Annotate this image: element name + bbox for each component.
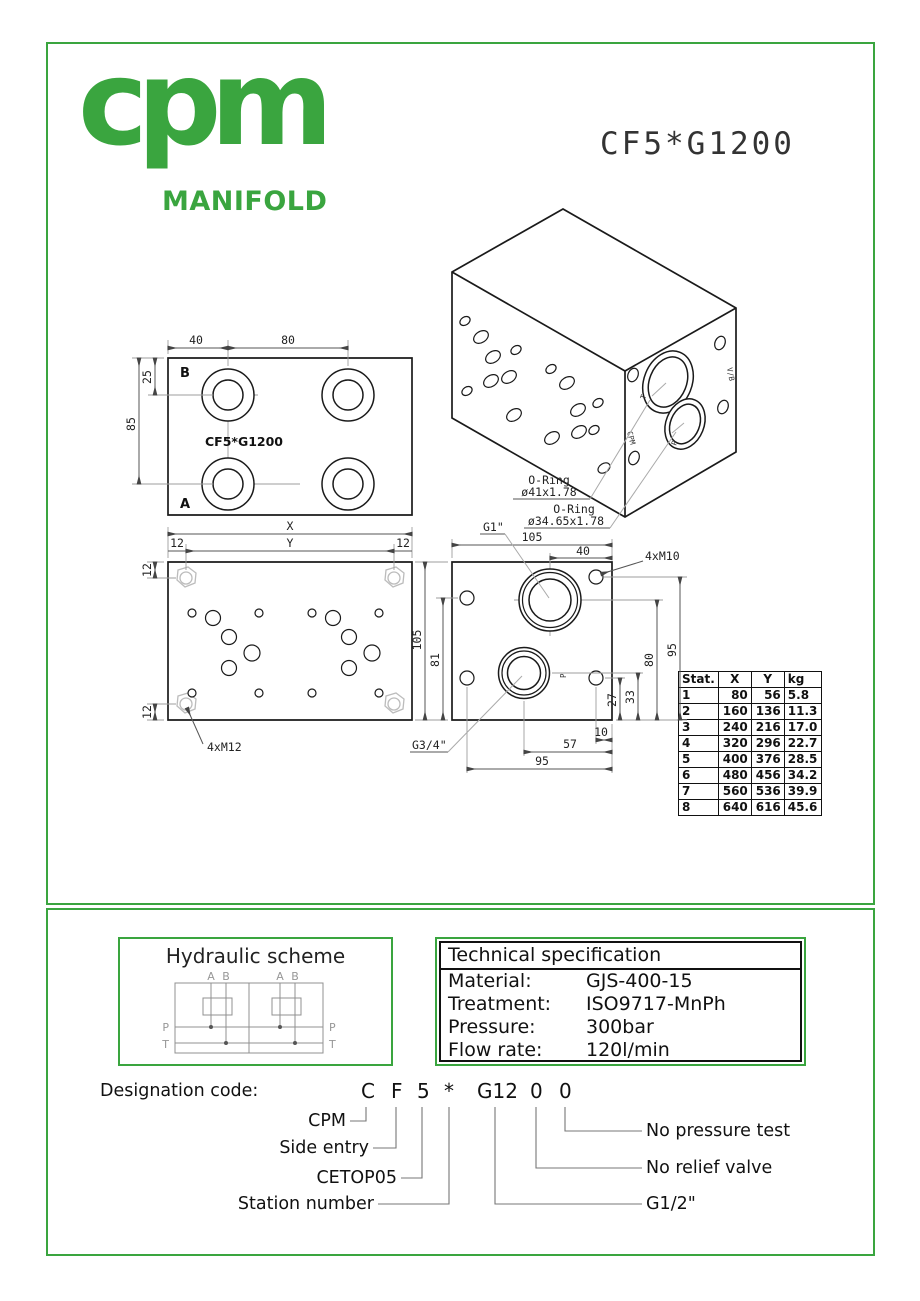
material-value: GJS-400-15 (586, 970, 693, 992)
dim-57: 57 (563, 737, 577, 751)
plate-thread-label: 4xM12 (207, 740, 242, 754)
callout-no-relief-valve: No relief valve (646, 1158, 773, 1178)
code-char-c: C (361, 1079, 375, 1103)
iso-front-holes (458, 315, 612, 476)
plate-station2-holes (308, 609, 383, 697)
hydraulic-scheme-drawing (161, 970, 336, 1053)
treatment-label: Treatment: (448, 993, 552, 1015)
part-number-engraving: CF5*G1200 (205, 434, 283, 449)
dim-x: X (286, 519, 294, 533)
material-label: Material: (448, 970, 532, 992)
oring-bottom-title: O-Ring (553, 502, 595, 516)
code-char-f: F (391, 1079, 403, 1103)
iso-engraving-cpm: CPM (625, 430, 638, 446)
dim-10: 10 (594, 725, 608, 739)
iso-mark-t: T (638, 393, 649, 401)
plate-station1-holes (188, 609, 263, 697)
tech-spec-title: Technical specification (441, 943, 800, 970)
table-row: 3 240 216 17.0 (679, 720, 822, 736)
oring-bottom-size: ø34.65x1.78 (527, 514, 605, 528)
table-row: 7 560 536 39.9 (679, 784, 822, 800)
dim-105-top: 105 (521, 530, 543, 544)
dim-81: 81 (428, 653, 442, 667)
col-stat: Stat. (679, 672, 719, 688)
dim-105-left: 105 (410, 629, 424, 651)
oring-callouts (513, 400, 676, 528)
dim-25: 25 (140, 370, 154, 384)
hydraulic-scheme-title: Hydraulic scheme (165, 944, 346, 968)
side-view-drawing (410, 520, 687, 773)
dim-12-left-bottom: 12 (140, 705, 154, 719)
scheme-p-left: P (162, 1021, 169, 1034)
oring-top-size: ø41x1.78 (521, 485, 577, 499)
dim-95-bottom: 95 (535, 754, 549, 768)
dim-85: 85 (124, 417, 138, 431)
callout-g12: G1/2" (646, 1194, 696, 1214)
col-x: X (718, 672, 751, 688)
table-row: 6 480 456 34.2 (679, 768, 822, 784)
scheme-b2: B (291, 970, 299, 983)
callout-cpm: CPM (308, 1111, 346, 1131)
iso-mark-p: P (669, 439, 680, 447)
table-row: 4 320 296 22.7 (679, 736, 822, 752)
dim-33: 33 (623, 690, 637, 704)
port-label-b: B (180, 366, 190, 381)
scheme-a1: A (207, 970, 215, 983)
iso-engraving-vb: V/B (725, 366, 737, 382)
port-bottom-label: G3/4" (412, 738, 447, 752)
scheme-a2: A (276, 970, 284, 983)
side-mark-p: P (559, 673, 568, 678)
table-row: 1 80 56 5.8 (679, 688, 822, 704)
callout-side-entry: Side entry (279, 1138, 369, 1158)
code-char-0b: 0 (559, 1079, 572, 1103)
dim-40-side: 40 (576, 544, 590, 558)
scheme-b1: B (222, 970, 230, 983)
port-top-label: G1" (483, 520, 504, 534)
designation-code-label: Designation code: (100, 1081, 259, 1101)
col-kg: kg (784, 672, 821, 688)
flowrate-label: Flow rate: (448, 1039, 543, 1061)
logo-text: cpm (78, 34, 323, 172)
designation-leader-lines (350, 1107, 642, 1204)
dim-27: 27 (605, 693, 619, 707)
oring-top-title: O-Ring (528, 473, 570, 487)
port-label-a: A (180, 497, 191, 512)
code-char-star: * (444, 1079, 454, 1103)
dim-80-right: 80 (642, 653, 656, 667)
table-row: 5 400 376 28.5 (679, 752, 822, 768)
dim-12-top-left: 12 (170, 536, 184, 550)
code-char-5: 5 (417, 1079, 430, 1103)
col-y: Y (751, 672, 784, 688)
table-row: 8 640 616 45.6 (679, 800, 822, 816)
dim-12-left-top: 12 (140, 563, 154, 577)
flowrate-value: 120l/min (586, 1039, 670, 1061)
dim-y: Y (286, 536, 294, 550)
dim-95-right: 95 (665, 643, 679, 657)
dim-40: 40 (189, 333, 203, 347)
callout-station-number: Station number (237, 1194, 374, 1214)
top-view-drawing (124, 333, 412, 515)
scheme-t-right: T (329, 1038, 336, 1051)
pressure-value: 300bar (586, 1016, 654, 1038)
callout-no-pressure-test: No pressure test (646, 1121, 791, 1141)
code-char-0a: 0 (530, 1079, 543, 1103)
dim-12-top-right: 12 (396, 536, 410, 550)
side-thread-label: 4xM10 (645, 549, 680, 563)
table-row: 2 160 136 11.3 (679, 704, 822, 720)
logo-subtext: MANIFOLD (162, 186, 328, 217)
dim-80: 80 (281, 333, 295, 347)
callout-cetop05: CETOP05 (316, 1168, 397, 1188)
pressure-label: Pressure: (448, 1016, 536, 1038)
page-title: CF5*G1200 (600, 126, 795, 162)
iso-right-face-ports (625, 335, 736, 467)
treatment-value: ISO9717-MnPh (586, 993, 726, 1015)
plate-view-drawing (140, 519, 412, 754)
isometric-view-drawing (452, 209, 736, 528)
scheme-t-left: T (162, 1038, 169, 1051)
scheme-p-right: P (329, 1021, 336, 1034)
code-char-g12: G12 (477, 1079, 518, 1103)
plate-corner-threads (177, 567, 404, 713)
